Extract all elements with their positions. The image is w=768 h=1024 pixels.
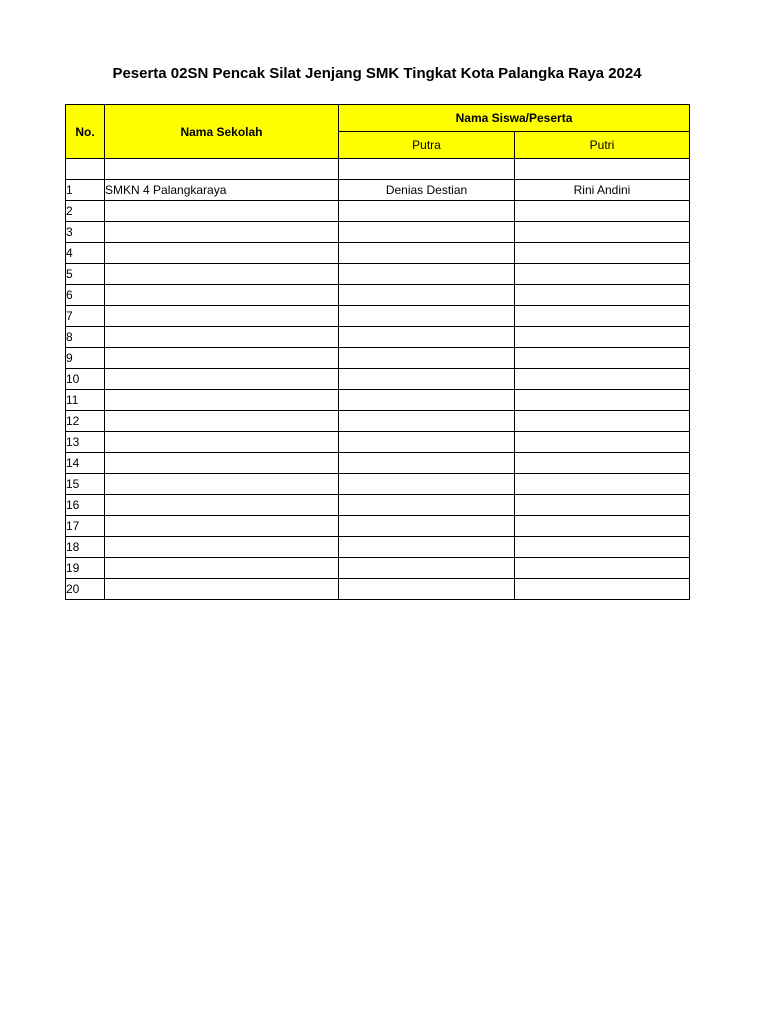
cell-no: 1 — [66, 180, 105, 201]
cell-no: 16 — [66, 495, 105, 516]
cell-putra — [339, 243, 515, 264]
cell-school-name — [105, 369, 339, 390]
cell-putri — [515, 579, 690, 600]
cell-school-name — [105, 264, 339, 285]
cell-no: 10 — [66, 369, 105, 390]
table-row — [66, 432, 690, 453]
cell-putra — [339, 264, 515, 285]
cell-school-name — [105, 516, 339, 537]
table-row — [66, 516, 690, 537]
cell-putra — [339, 285, 515, 306]
cell-school-name — [105, 453, 339, 474]
cell-putri — [515, 348, 690, 369]
cell-putra — [339, 495, 515, 516]
table-row — [66, 180, 690, 201]
cell-school-name — [105, 285, 339, 306]
cell-putri — [515, 558, 690, 579]
table-row — [66, 390, 690, 411]
cell-no: 4 — [66, 243, 105, 264]
table-row — [66, 243, 690, 264]
page-title: Peserta 02SN Pencak Silat Jenjang SMK Tingkat Kota Palangka Raya 2024 — [112, 65, 642, 82]
cell-putri — [515, 222, 690, 243]
cell-putri — [515, 369, 690, 390]
cell-putri — [515, 243, 690, 264]
table-cell — [66, 159, 105, 180]
table-cell — [515, 159, 690, 180]
cell-no: 11 — [66, 390, 105, 411]
header-no: No. — [66, 105, 105, 159]
cell-no: 12 — [66, 411, 105, 432]
table-row — [66, 558, 690, 579]
table-row — [66, 264, 690, 285]
table-row — [66, 411, 690, 432]
cell-putri — [515, 411, 690, 432]
cell-putra — [339, 327, 515, 348]
cell-school-name — [105, 327, 339, 348]
header-putra: Putra — [339, 132, 515, 159]
cell-no: 2 — [66, 201, 105, 222]
cell-school-name — [105, 537, 339, 558]
cell-putra — [339, 558, 515, 579]
cell-no: 15 — [66, 474, 105, 495]
table-cell — [339, 159, 515, 180]
table-header — [66, 105, 690, 159]
cell-putra — [339, 348, 515, 369]
cell-school-name — [105, 495, 339, 516]
table-row — [66, 222, 690, 243]
cell-no: 9 — [66, 348, 105, 369]
table-row — [66, 453, 690, 474]
cell-putri — [515, 306, 690, 327]
cell-no: 19 — [66, 558, 105, 579]
cell-school-name — [105, 306, 339, 327]
cell-putri — [515, 453, 690, 474]
cell-no: 20 — [66, 579, 105, 600]
table-row — [66, 327, 690, 348]
header-putri: Putri — [515, 132, 690, 159]
table-row — [66, 201, 690, 222]
cell-school-name — [105, 243, 339, 264]
table-row — [66, 579, 690, 600]
cell-school-name — [105, 222, 339, 243]
cell-putri — [515, 495, 690, 516]
cell-putri — [515, 264, 690, 285]
cell-putri — [515, 432, 690, 453]
cell-school-name — [105, 411, 339, 432]
table-body — [66, 159, 690, 600]
cell-putra — [339, 453, 515, 474]
cell-no: 18 — [66, 537, 105, 558]
table-row — [66, 348, 690, 369]
cell-no: 17 — [66, 516, 105, 537]
cell-putri — [515, 327, 690, 348]
table-row — [66, 537, 690, 558]
cell-putra — [339, 369, 515, 390]
cell-school-name — [105, 348, 339, 369]
cell-putri — [515, 474, 690, 495]
cell-putra — [339, 432, 515, 453]
cell-putri — [515, 516, 690, 537]
cell-putri — [515, 537, 690, 558]
cell-school-name — [105, 201, 339, 222]
cell-no: 3 — [66, 222, 105, 243]
cell-no: 6 — [66, 285, 105, 306]
cell-putra: Denias Destian — [339, 180, 515, 201]
cell-school-name — [105, 579, 339, 600]
table-row — [66, 285, 690, 306]
table-row — [66, 474, 690, 495]
participants-table — [65, 104, 690, 600]
cell-putra — [339, 474, 515, 495]
header-school: Nama Sekolah — [105, 105, 339, 159]
cell-no: 7 — [66, 306, 105, 327]
cell-putra — [339, 306, 515, 327]
cell-putra — [339, 201, 515, 222]
empty-spacer-row — [66, 159, 690, 180]
cell-school-name — [105, 390, 339, 411]
cell-no: 5 — [66, 264, 105, 285]
cell-putra — [339, 222, 515, 243]
cell-putra — [339, 537, 515, 558]
header-student-group: Nama Siswa/Peserta — [339, 105, 690, 132]
cell-putra — [339, 411, 515, 432]
cell-school-name — [105, 558, 339, 579]
cell-no: 8 — [66, 327, 105, 348]
cell-putra — [339, 516, 515, 537]
cell-putra — [339, 390, 515, 411]
cell-school-name — [105, 474, 339, 495]
cell-no: 13 — [66, 432, 105, 453]
cell-putri — [515, 390, 690, 411]
table-row — [66, 495, 690, 516]
cell-school-name: SMKN 4 Palangkaraya — [105, 180, 339, 201]
cell-no: 14 — [66, 453, 105, 474]
cell-putri — [515, 201, 690, 222]
table-row — [66, 369, 690, 390]
table-row — [66, 306, 690, 327]
cell-putri: Rini Andini — [515, 180, 690, 201]
cell-school-name — [105, 432, 339, 453]
cell-putra — [339, 579, 515, 600]
cell-putri — [515, 285, 690, 306]
table-cell — [105, 159, 339, 180]
